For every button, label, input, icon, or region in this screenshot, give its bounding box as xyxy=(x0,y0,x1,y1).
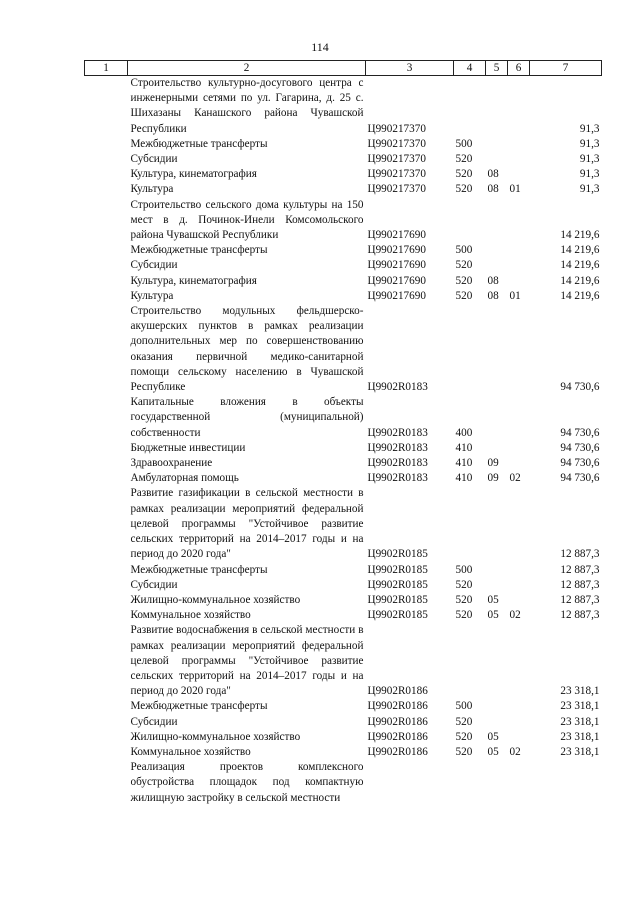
table-row xyxy=(85,563,602,578)
cell-expense-type xyxy=(454,304,486,395)
cell-subsection xyxy=(508,486,530,562)
cell-empty xyxy=(85,304,128,395)
cell-section xyxy=(486,137,508,152)
cell-empty xyxy=(85,745,128,760)
cell-subsection: 01 xyxy=(509,289,521,302)
column-header-7: 7 xyxy=(530,61,602,76)
cell-subsection xyxy=(508,167,530,182)
table-row xyxy=(85,745,602,760)
cell-empty xyxy=(85,289,128,304)
cell-expense-type: 520 xyxy=(455,168,473,181)
cell-section: 05 xyxy=(487,609,499,622)
cell-section: 05 xyxy=(487,730,499,743)
cell-subsection xyxy=(508,274,530,289)
cell-target-article: Ц990217370 xyxy=(367,183,426,196)
cell-expense-type: 520 xyxy=(455,183,473,196)
cell-empty xyxy=(85,152,128,167)
cell-section xyxy=(486,486,508,562)
cell-empty xyxy=(85,167,128,182)
column-header-6: 6 xyxy=(508,61,530,76)
cell-name: Субсидии xyxy=(130,578,178,591)
cell-expense-type xyxy=(454,623,486,699)
cell-amount: 23 318,1 xyxy=(560,715,600,728)
cell-section xyxy=(486,198,508,244)
cell-amount: 23 318,1 xyxy=(560,745,600,758)
cell-amount: 12 887,3 xyxy=(560,609,600,622)
cell-empty xyxy=(85,198,128,244)
cell-empty xyxy=(85,456,128,471)
table-row xyxy=(85,760,602,806)
table-row xyxy=(85,578,602,593)
cell-expense-type xyxy=(454,760,486,806)
cell-section: 05 xyxy=(487,745,499,758)
cell-target-article: Ц9902R0185 xyxy=(367,578,428,591)
cell-section xyxy=(486,441,508,456)
cell-target-article xyxy=(366,760,454,806)
cell-target-article: Ц9902R0183 xyxy=(367,381,428,394)
cell-target-article: Ц9902R0183 xyxy=(367,441,428,454)
cell-amount: 91,3 xyxy=(579,137,600,150)
cell-amount: 23 318,1 xyxy=(560,700,600,713)
cell-amount: 14 219,6 xyxy=(560,229,600,242)
table-row xyxy=(85,76,602,137)
cell-section xyxy=(486,76,508,137)
cell-amount: 14 219,6 xyxy=(560,244,600,257)
cell-subsection xyxy=(508,593,530,608)
cell-section xyxy=(486,304,508,395)
cell-subsection: 02 xyxy=(509,609,521,622)
table-row xyxy=(85,441,602,456)
cell-section: 08 xyxy=(487,183,499,196)
cell-subsection xyxy=(508,304,530,395)
cell-section: 09 xyxy=(487,472,499,485)
cell-section xyxy=(486,563,508,578)
cell-section xyxy=(486,715,508,730)
cell-empty xyxy=(85,471,128,486)
cell-amount: 12 887,3 xyxy=(560,593,600,606)
cell-empty xyxy=(85,715,128,730)
cell-amount: 94 730,6 xyxy=(560,426,600,439)
cell-expense-type: 520 xyxy=(455,715,473,728)
cell-subsection xyxy=(508,760,530,806)
cell-empty xyxy=(85,608,128,623)
cell-target-article: Ц9902R0186 xyxy=(367,700,428,713)
cell-name: Культура, кинематография xyxy=(130,274,257,287)
cell-amount: 14 219,6 xyxy=(560,259,600,272)
table-row xyxy=(85,152,602,167)
cell-empty xyxy=(85,563,128,578)
cell-target-article: Ц9902R0186 xyxy=(367,685,428,698)
cell-target-article: Ц990217690 xyxy=(367,274,426,287)
cell-name: Развитие газификации в сельской местности в рамках реализации мероприятий федеральной целевой программы "Устойчивое развитие сельских территорий на 2014–2017 годы и на период до 2020 года" xyxy=(130,487,364,561)
cell-name: Субсидии xyxy=(130,259,178,272)
cell-amount: 12 887,3 xyxy=(560,563,600,576)
cell-name: Бюджетные инвестиции xyxy=(130,441,246,454)
cell-name: Субсидии xyxy=(130,715,178,728)
table-row xyxy=(85,182,602,197)
cell-target-article: Ц9902R0185 xyxy=(367,563,428,576)
cell-expense-type: 500 xyxy=(455,563,473,576)
cell-target-article: Ц9902R0183 xyxy=(367,472,428,485)
cell-name: Реализация проектов комплексного обустройства площадок под компактную жилищную застройку в сельской местности xyxy=(130,761,364,804)
cell-target-article: Ц990217370 xyxy=(367,168,426,181)
table-row xyxy=(85,486,602,562)
table-row xyxy=(85,274,602,289)
cell-amount: 91,3 xyxy=(579,183,600,196)
cell-subsection xyxy=(508,456,530,471)
cell-amount: 94 730,6 xyxy=(560,457,600,470)
cell-expense-type: 400 xyxy=(455,426,473,439)
cell-expense-type: 410 xyxy=(455,441,473,454)
cell-expense-type xyxy=(454,486,486,562)
cell-section: 08 xyxy=(487,289,499,302)
cell-section xyxy=(486,623,508,699)
cell-name: Культура xyxy=(130,289,174,302)
cell-amount xyxy=(530,760,602,806)
cell-subsection: 02 xyxy=(509,472,521,485)
cell-amount: 91,3 xyxy=(579,122,600,135)
table-row xyxy=(85,471,602,486)
cell-target-article: Ц9902R0186 xyxy=(367,715,428,728)
cell-empty xyxy=(85,137,128,152)
cell-name: Амбулаторная помощь xyxy=(130,472,239,485)
cell-expense-type: 520 xyxy=(455,593,473,606)
cell-target-article: Ц9902R0185 xyxy=(367,593,428,606)
cell-section xyxy=(486,243,508,258)
table-row xyxy=(85,289,602,304)
cell-name: Капитальные вложения в объекты государственной (муниципальной) собственности xyxy=(130,396,364,439)
cell-name: Культура, кинематография xyxy=(130,168,257,181)
cell-empty xyxy=(85,258,128,273)
cell-subsection xyxy=(508,699,530,714)
page-number: 114 xyxy=(311,40,329,54)
column-header-3: 3 xyxy=(366,61,454,76)
cell-section xyxy=(486,395,508,441)
cell-empty xyxy=(85,243,128,258)
cell-target-article: Ц9902R0185 xyxy=(367,609,428,622)
table-row xyxy=(85,623,602,699)
column-header-4: 4 xyxy=(454,61,486,76)
cell-subsection xyxy=(508,441,530,456)
cell-name: Строительство сельского дома культуры на 150 мест в д. Починок-Инели Комсомольского района Чувашской Республики xyxy=(130,198,364,242)
cell-target-article: Ц990217690 xyxy=(367,229,426,242)
cell-name: Межбюджетные трансферты xyxy=(130,137,268,150)
cell-target-article: Ц990217690 xyxy=(367,244,426,257)
cell-section xyxy=(486,699,508,714)
cell-name: Развитие водоснабжения в сельской местности в рамках реализации мероприятий федеральной целевой программы "Устойчивое развитие сельских территорий на 2014–2017 годы и на период до 2020 года" xyxy=(130,624,364,698)
cell-section xyxy=(486,152,508,167)
cell-name: Коммунальное хозяйство xyxy=(130,745,251,758)
cell-section: 08 xyxy=(487,274,499,287)
cell-section xyxy=(486,258,508,273)
cell-amount: 12 887,3 xyxy=(560,548,600,561)
cell-name: Межбюджетные трансферты xyxy=(130,244,268,257)
cell-expense-type: 520 xyxy=(455,259,473,272)
table-row xyxy=(85,395,602,441)
cell-subsection xyxy=(508,715,530,730)
table-header-row xyxy=(85,61,602,76)
cell-empty xyxy=(85,395,128,441)
cell-amount: 23 318,1 xyxy=(560,685,600,698)
cell-empty xyxy=(85,486,128,562)
cell-target-article: Ц990217370 xyxy=(367,122,426,135)
cell-name: Здравоохранение xyxy=(130,457,213,470)
cell-expense-type: 520 xyxy=(455,274,473,287)
cell-target-article: Ц9902R0186 xyxy=(367,745,428,758)
cell-section: 05 xyxy=(487,593,499,606)
cell-name: Строительство модульных фельдшерско-акушерских пунктов в рамках реализации дополнительных мер по совершенствованию оказания первичной медико-санитарной помощи сельскому населению в Чувашской Республике xyxy=(130,305,364,394)
cell-name: Культура xyxy=(130,183,174,196)
cell-expense-type: 520 xyxy=(455,578,473,591)
cell-target-article: Ц990217690 xyxy=(367,259,426,272)
cell-subsection xyxy=(508,76,530,137)
cell-subsection: 01 xyxy=(509,183,521,196)
cell-expense-type: 500 xyxy=(455,137,473,150)
cell-expense-type: 410 xyxy=(455,472,473,485)
cell-empty xyxy=(85,441,128,456)
cell-empty xyxy=(85,274,128,289)
cell-expense-type: 520 xyxy=(455,289,473,302)
cell-name: Межбюджетные трансферты xyxy=(130,700,268,713)
column-header-1: 1 xyxy=(85,61,128,76)
cell-target-article: Ц990217370 xyxy=(367,137,426,150)
cell-target-article: Ц9902R0183 xyxy=(367,426,428,439)
table-row xyxy=(85,608,602,623)
cell-amount: 94 730,6 xyxy=(560,441,600,454)
table-row xyxy=(85,167,602,182)
cell-subsection xyxy=(508,243,530,258)
table-row xyxy=(85,456,602,471)
cell-subsection xyxy=(508,137,530,152)
cell-target-article: Ц9902R0186 xyxy=(367,730,428,743)
cell-expense-type xyxy=(454,76,486,137)
cell-expense-type: 500 xyxy=(455,244,473,257)
cell-amount: 91,3 xyxy=(579,153,600,166)
table-row xyxy=(85,137,602,152)
cell-name: Строительство культурно-досугового центра с инженерными сетями по ул. Гагарина, д. 25 с. Шихазаны Канашского района Чувашской Республики xyxy=(130,77,364,135)
cell-target-article: Ц9902R0185 xyxy=(367,548,428,561)
cell-subsection xyxy=(508,623,530,699)
cell-expense-type: 520 xyxy=(455,153,473,166)
cell-amount: 94 730,6 xyxy=(560,472,600,485)
cell-empty xyxy=(85,76,128,137)
cell-section xyxy=(486,578,508,593)
cell-subsection xyxy=(508,258,530,273)
budget-table xyxy=(84,60,602,806)
cell-subsection xyxy=(508,152,530,167)
cell-subsection xyxy=(508,578,530,593)
cell-empty xyxy=(85,578,128,593)
table-row xyxy=(85,699,602,714)
cell-target-article: Ц990217370 xyxy=(367,153,426,166)
cell-subsection: 02 xyxy=(509,745,521,758)
table-row xyxy=(85,715,602,730)
cell-subsection xyxy=(508,395,530,441)
table-row xyxy=(85,198,602,244)
cell-subsection xyxy=(508,563,530,578)
cell-expense-type xyxy=(454,198,486,244)
cell-name: Жилищно-коммунальное хозяйство xyxy=(130,730,301,743)
cell-expense-type: 410 xyxy=(455,457,473,470)
table-row xyxy=(85,243,602,258)
cell-empty xyxy=(85,593,128,608)
cell-amount: 12 887,3 xyxy=(560,578,600,591)
cell-empty xyxy=(85,623,128,699)
cell-section xyxy=(486,760,508,806)
cell-section: 09 xyxy=(487,457,499,470)
cell-subsection xyxy=(508,198,530,244)
cell-expense-type: 520 xyxy=(455,745,473,758)
cell-amount: 91,3 xyxy=(579,168,600,181)
table-row xyxy=(85,593,602,608)
cell-amount: 23 318,1 xyxy=(560,730,600,743)
cell-empty xyxy=(85,760,128,806)
cell-section: 08 xyxy=(487,168,499,181)
cell-subsection xyxy=(508,730,530,745)
cell-name: Субсидии xyxy=(130,153,178,166)
cell-name: Коммунальное хозяйство xyxy=(130,609,251,622)
table-body xyxy=(85,76,602,806)
table-row xyxy=(85,258,602,273)
cell-target-article: Ц990217690 xyxy=(367,289,426,302)
cell-amount: 14 219,6 xyxy=(560,274,600,287)
table-row xyxy=(85,304,602,395)
cell-expense-type: 520 xyxy=(455,609,473,622)
cell-name: Жилищно-коммунальное хозяйство xyxy=(130,593,301,606)
cell-empty xyxy=(85,730,128,745)
cell-empty xyxy=(85,182,128,197)
cell-expense-type: 520 xyxy=(455,730,473,743)
cell-amount: 14 219,6 xyxy=(560,289,600,302)
cell-target-article: Ц9902R0183 xyxy=(367,457,428,470)
cell-empty xyxy=(85,699,128,714)
cell-amount: 94 730,6 xyxy=(560,381,600,394)
column-header-5: 5 xyxy=(486,61,508,76)
table-row xyxy=(85,730,602,745)
cell-name: Межбюджетные трансферты xyxy=(130,563,268,576)
cell-expense-type: 500 xyxy=(455,700,473,713)
column-header-2: 2 xyxy=(128,61,366,76)
